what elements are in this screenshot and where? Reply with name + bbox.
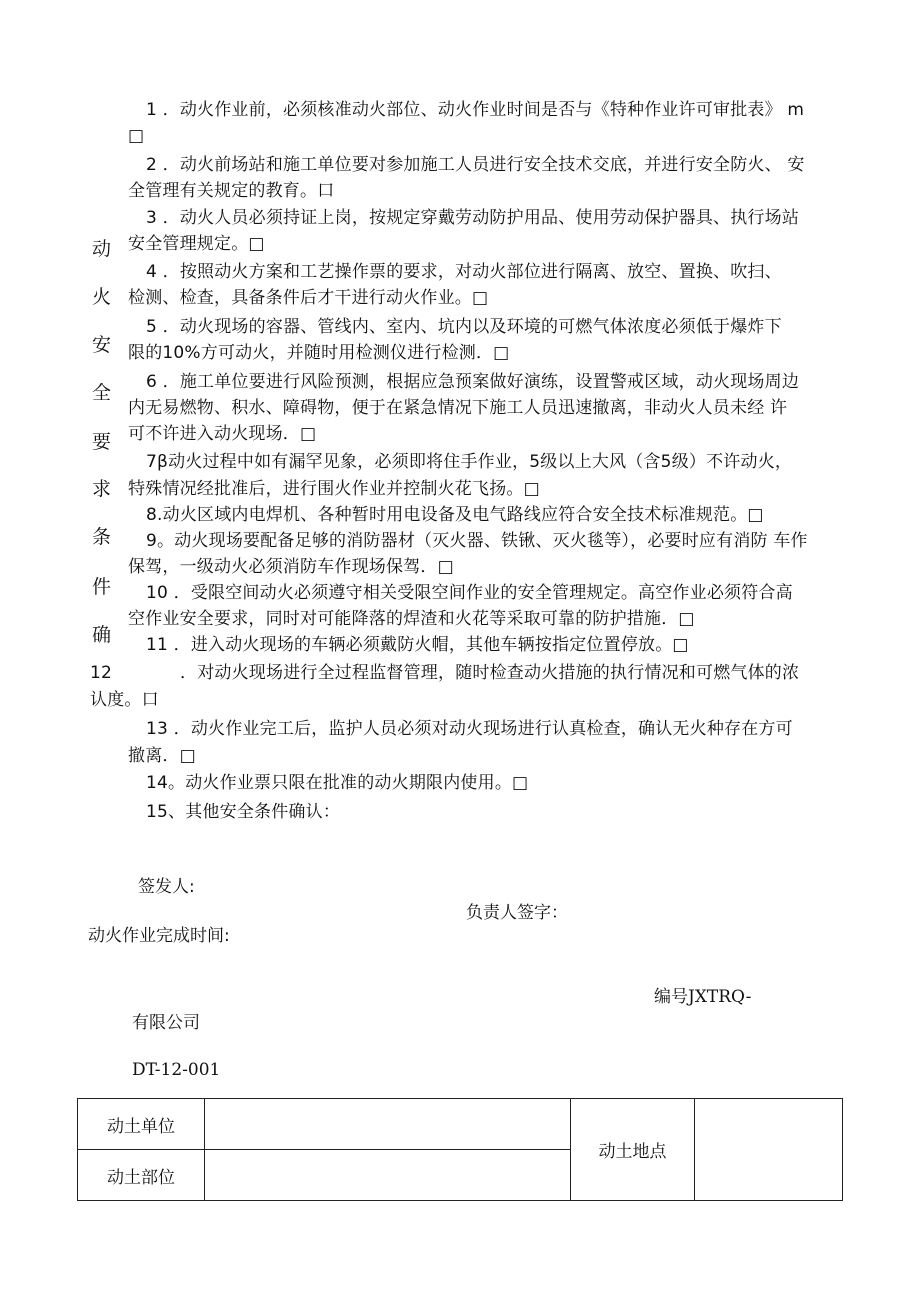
item-13-line-2: 撤离．□ [128, 746, 196, 766]
part-label-cell: 动土部位 [78, 1150, 205, 1201]
item-10-line-1: 10 ．受限空间动火必须遵守相关受限空间作业的安全管理规定。高空作业必须符合高 [146, 583, 793, 603]
side-char: 安 [92, 334, 112, 356]
item-7-line-1: 7β动火过程中如有漏罕见象，必须即将住手作业，5级以上大风（含5级）不许动火， [146, 452, 793, 472]
item-11-line-1: 11 ．进入动火现场的车辆必须戴防火帽，其他车辆按指定位置停放。□ [146, 635, 689, 655]
item-2-line-1: 2 ．动火前场站和施工单位要对参加施工人员进行安全技术交底，并进行安全防火、 安 [146, 155, 805, 175]
item-13-line-1: 13 ．动火作业完工后，监护人员必须对动火现场进行认真检查，确认无火种存在方可 [146, 719, 793, 739]
work-info-table [77, 1098, 843, 1201]
item-9-line-1: 9。动火现场要配备足够的消防器材（灭火器、铁锹、灭火毯等），必要时应有消防 车作 [146, 531, 808, 551]
item-14-line-1: 14。动火作业票只限在批准的动火期限内使用。□ [146, 773, 529, 793]
item-3-line-1: 3 ．动火人员必须持证上岗，按规定穿戴劳动防护用品、使用劳动保护器具、执行场站 [146, 208, 800, 228]
item-5-line-2: 限的10%方可动火，并随时用检测仪进行检测．□ [128, 343, 510, 363]
unit-value-cell[interactable] [205, 1099, 571, 1150]
item-6-line-2: 内无易燃物、积水、障碍物，便于在紧急情况下施工人员迅速撤离，非动火人员未经 许 [128, 398, 788, 418]
side-char: 件 [92, 576, 112, 598]
side-char: 火 [92, 286, 112, 308]
site-value-cell[interactable] [695, 1099, 843, 1201]
unit-label-cell: 动土单位 [78, 1099, 205, 1150]
item-4-line-2: 检测、检查，具备条件后才干进行动火作业。□ [128, 288, 489, 308]
completion-time-label: 动火作业完成时间: [88, 926, 230, 946]
document-code: DT-12-001 [132, 1060, 221, 1080]
item-6-line-3: 可不许进入动火现场．□ [128, 424, 317, 444]
signer-label: 签发人: [138, 877, 195, 897]
item-15-line-1: 15、其他安全条件确认： [146, 802, 341, 822]
item-12-line-2: 认度。口 [90, 690, 159, 710]
item-1-line-1: 1 ．动火作业前，必须核准动火部位、动火作业时间是否与《特种作业许可审批表》 m [146, 100, 805, 120]
company-name: 有限公司 [132, 1013, 200, 1033]
item-8-line-1: 8.动火区域内电焊机、各种暂时用电设备及电气路线应符合安全技术标准规范。□ [146, 505, 764, 525]
side-char: 要 [92, 431, 112, 453]
item-5-line-1: 5 ．动火现场的容器、管线内、室内、坑内以及环境的可燃气体浓度必须低于爆炸下 [146, 317, 782, 337]
responsible-signature-label: 负责人签字： [466, 903, 568, 923]
item-10-line-2: 空作业安全要求，同时对可能降落的焊渣和火花等采取可靠的防护措施．□ [128, 609, 695, 629]
item-9-line-2: 保驾，一级动火必须消防车作现场保驾．□ [128, 557, 454, 577]
item-6-line-1: 6 ．施工单位要进行风险预测，根据应急预案做好演练，设置警戒区域，动火现场周边 [146, 372, 800, 392]
part-value-cell[interactable] [205, 1150, 571, 1201]
item-2-line-2: 全管理有关规定的教育。口 [128, 181, 335, 201]
item-4-line-1: 4 ．按照动火方案和工艺操作票的要求，对动火部位进行隔离、放空、置换、吹扫、 [146, 262, 782, 282]
item-12-line-1: ．对动火现场进行全过程监督管理，随时检查动火措施的执行情况和可燃气体的浓 [180, 663, 800, 683]
site-label-cell: 动土地点 [571, 1099, 695, 1201]
side-char: 条 [92, 526, 112, 548]
side-char: 全 [92, 382, 112, 404]
side-char: 求 [92, 478, 112, 500]
item-7-line-2: 特殊情况经批准后，进行围火作业并控制火花飞扬。□ [128, 479, 540, 499]
side-char: 动 [92, 238, 112, 260]
side-char: 确 [92, 624, 112, 646]
item-1-checkbox[interactable]: □ [128, 126, 145, 146]
item-12-number: 12 [90, 663, 113, 683]
serial-number-label: 编号JXTRQ- [654, 987, 752, 1007]
item-3-line-2: 安全管理规定。□ [128, 234, 265, 254]
